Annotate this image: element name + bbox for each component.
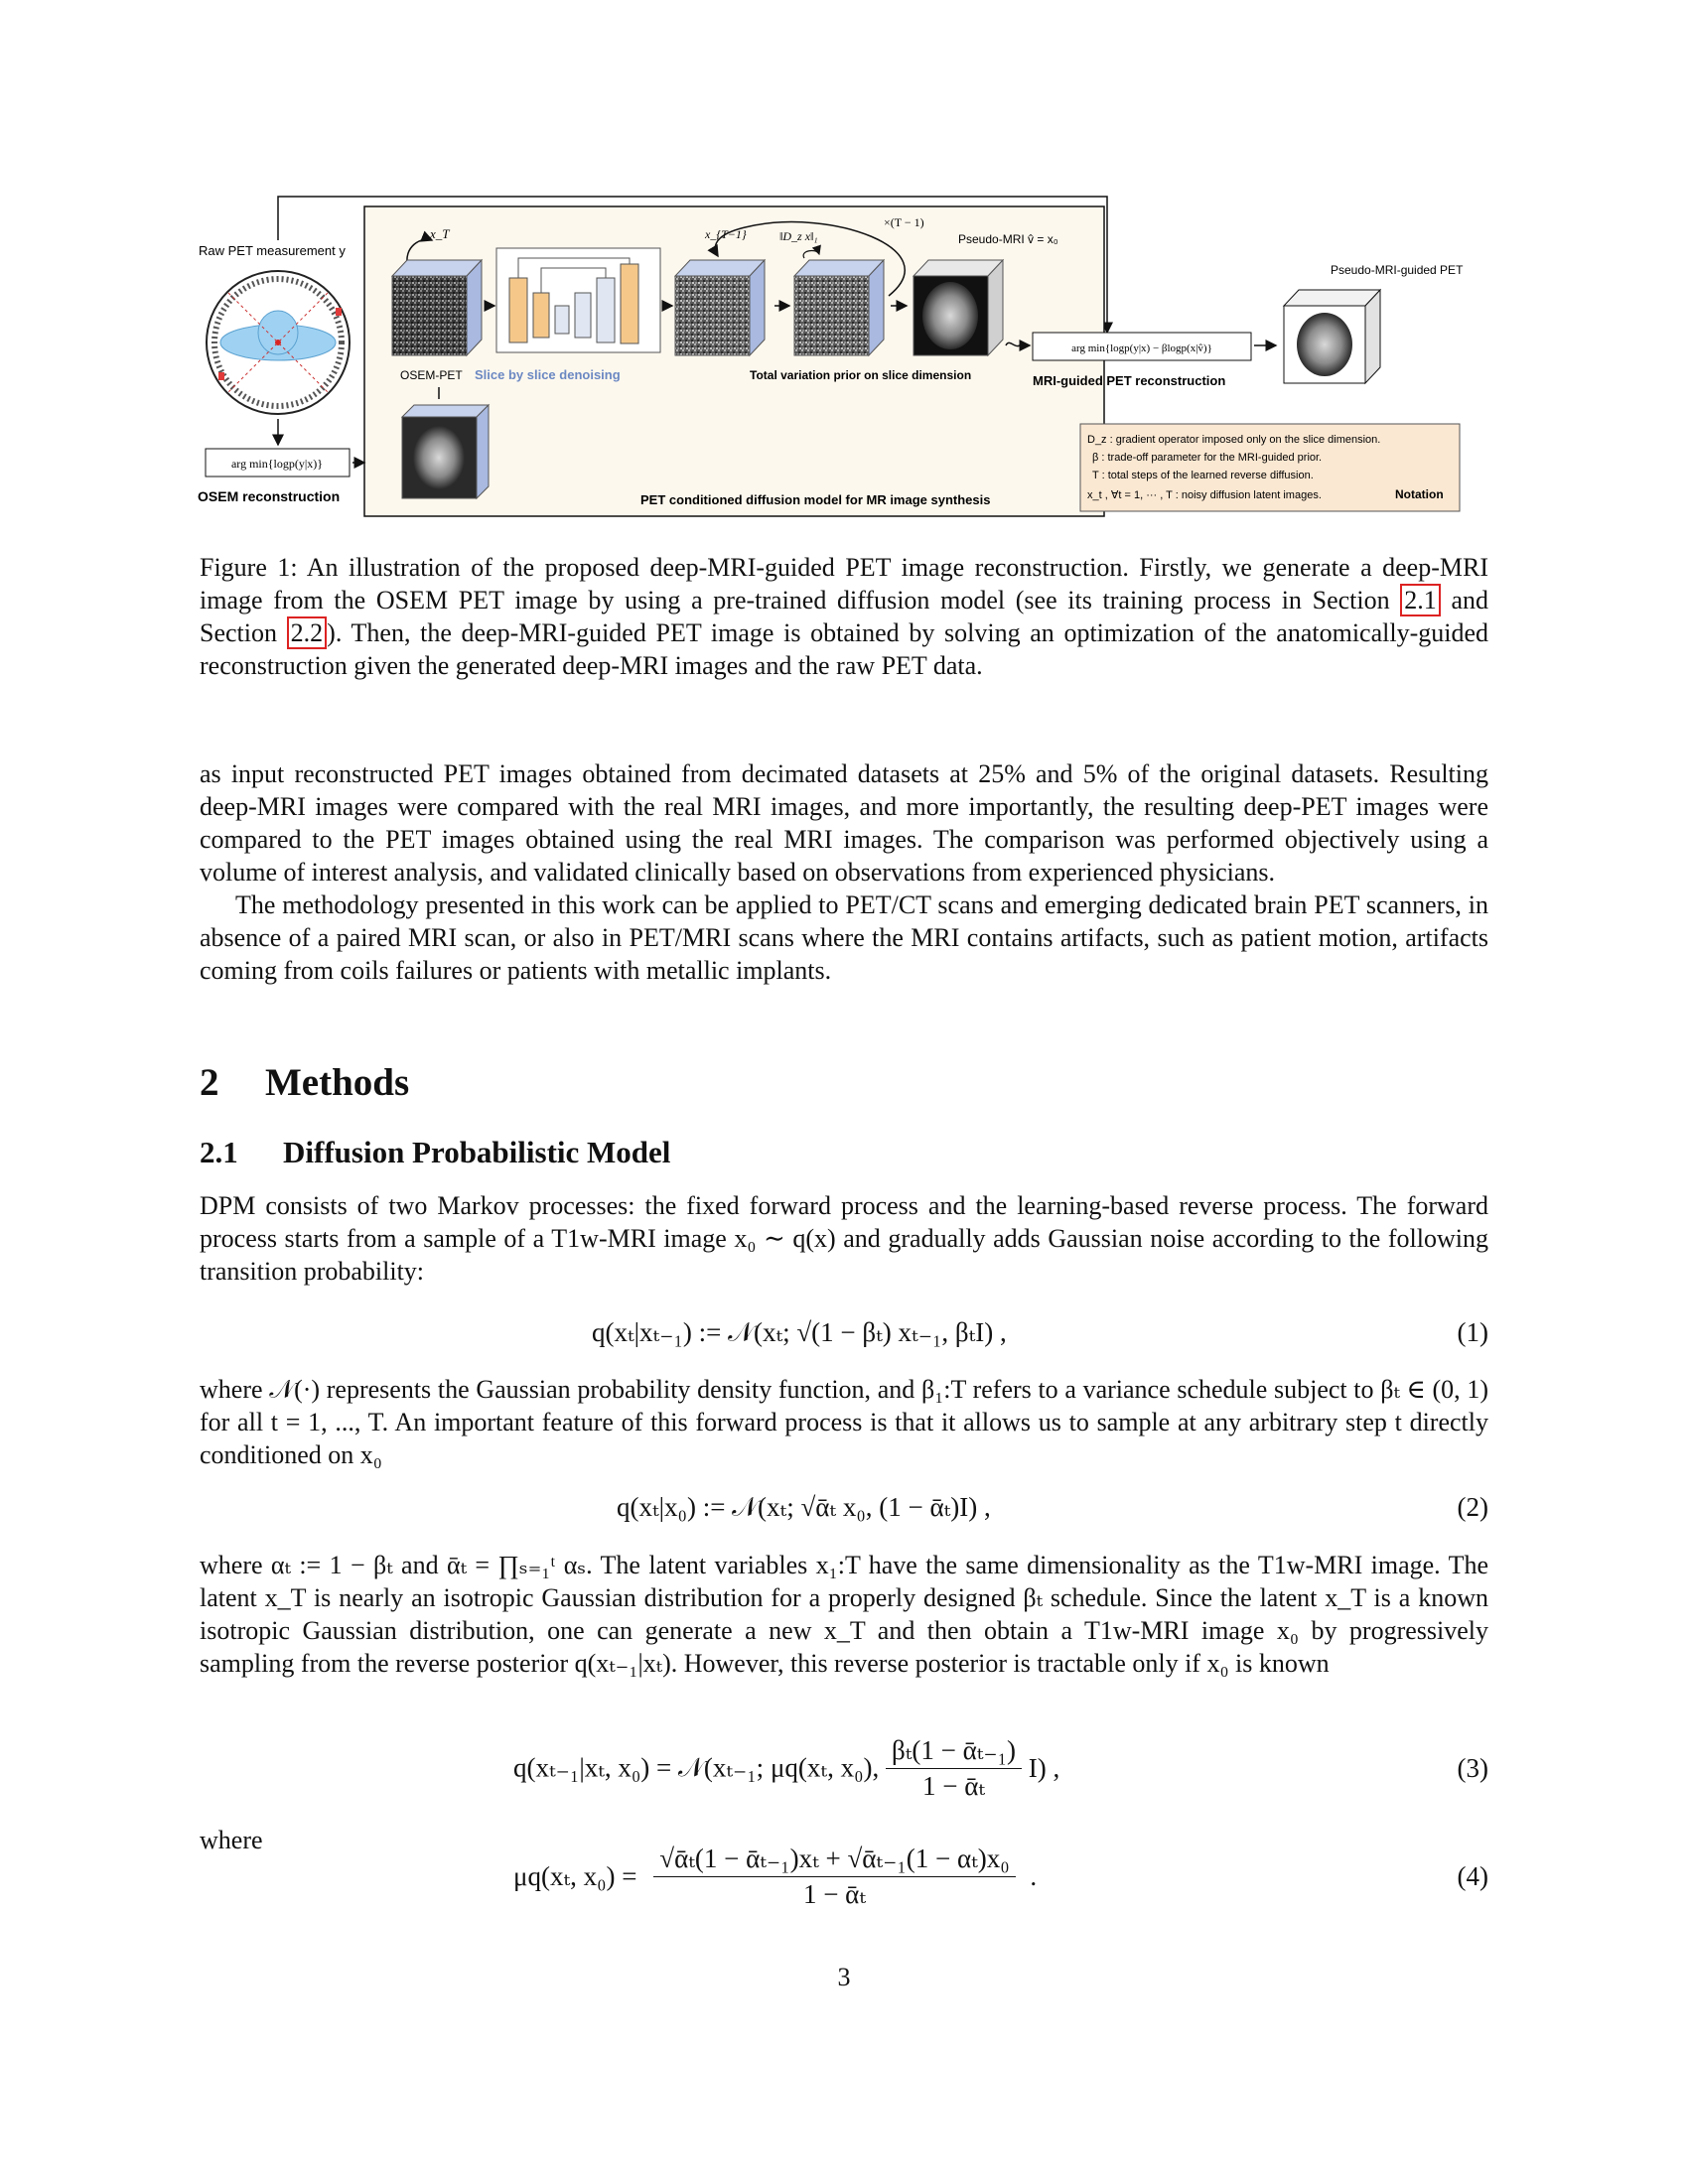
ref-section-2-1[interactable]: 2.1 xyxy=(1400,584,1441,616)
x-T-label: x_T xyxy=(430,226,450,241)
equation-2-number: (2) xyxy=(1457,1492,1488,1522)
equation-3-body xyxy=(513,1735,1059,1802)
equation-4-rhs: . xyxy=(1030,1861,1038,1891)
tv-norm-label: ‖D_z x‖₁ xyxy=(779,229,818,243)
pet-scanner-icon xyxy=(207,271,350,414)
caption-text: ). Then, the deep-MRI-guided PET image is obtained by solving an optimization of the anatomically-guided reconstruction given the generated deep-MRI images and the raw PET data. xyxy=(200,618,1489,680)
equation-3 xyxy=(200,1735,1488,1815)
equation-1 xyxy=(200,1317,1488,1377)
osem-formula: arg min{logp(y|x)} xyxy=(230,457,324,471)
subsection-number: 2.1 xyxy=(200,1135,238,1169)
osem-pet-volume xyxy=(402,405,489,498)
notation-title: Notation xyxy=(1395,487,1444,501)
output-pet-volume xyxy=(1284,290,1380,383)
dpm-paragraph-1: DPM consists of two Markov processes: the fixed forward process and the learning-based reverse process. The forward process starts from a sample of a T1w-MRI image x₀ ∼ q(x) and gradually adds Gaussian noise according to the following transition probability: xyxy=(200,1191,1488,1286)
subsection-heading xyxy=(200,1135,670,1170)
diffusion-label: PET conditioned diffusion model for MR image synthesis xyxy=(640,492,991,507)
mri-guided-formula: arg min{logp(y|x) − βlogp(x|v̂)} xyxy=(1071,342,1212,354)
equation-2-body: q(xₜ|x₀) := 𝒩(xₜ; √ᾱₜ x₀, (1 − ᾱₜ)I) , xyxy=(617,1492,991,1522)
pseudo-mri-volume xyxy=(914,260,1003,355)
notation-line-1: D_z : gradient operator imposed only on the slice dimension. xyxy=(1087,434,1381,446)
caption-text: Figure 1: An illustration of the proposed deep-MRI-guided PET image reconstruction. Firstly, we generate a deep-MRI image from the OSEM PET image by using a pre-trained diffusion model (see its training process in Section xyxy=(200,553,1488,614)
subsection-title: Diffusion Probabilistic Model xyxy=(283,1135,671,1169)
equation-3-rhs: I) , xyxy=(1028,1753,1060,1783)
notation-line-4: x_t , ∀t = 1, ··· , T : noisy diffusion latent images. xyxy=(1087,489,1322,501)
output-label: Pseudo-MRI-guided PET xyxy=(1331,263,1464,277)
equation-4-fraction xyxy=(653,1843,1015,1910)
section-heading xyxy=(200,1060,409,1105)
denoise-label: Slice by slice denoising xyxy=(475,367,621,382)
where-text: where xyxy=(200,1826,263,1854)
repeat-label: ×(T − 1) xyxy=(884,215,924,229)
equation-4 xyxy=(200,1843,1488,1923)
mri-recon-label: MRI-guided PET reconstruction xyxy=(1033,373,1226,388)
equation-4-numerator: √ᾱₜ(1 − ᾱₜ₋₁)xₜ + √ᾱₜ₋₁(1 − αₜ)x₀ xyxy=(653,1843,1015,1877)
equation-4-lhs: μq(xₜ, x₀) = xyxy=(513,1861,637,1891)
equation-3-numerator: βₜ(1 − ᾱₜ₋₁) xyxy=(886,1735,1022,1769)
dpm-paragraph-3: where αₜ := 1 − βₜ and ᾱₜ = ∏ₛ₌₁ᵗ αₛ. The latent variables x₁:T have the same dimensionality as the T1w-MRI image. The latent x_T is nearly an isotropic Gaussian distribution for a properly designed βₜ schedule. Since the latent x_T is a known isotropic Gaussian distribution, one can generate a new x_T and then obtain a T1w-MRI image x₀ by progressively sampling from the reverse posterior q(xₜ₋₁|xₜ). However, this reverse posterior is tractable only if x₀ is known xyxy=(200,1551,1488,1678)
figure-1 xyxy=(194,189,1494,526)
notation-line-3: T : total steps of the learned reverse diffusion. xyxy=(1092,470,1314,481)
pseudo-mri-label: Pseudo-MRI v̂ = x₀ xyxy=(958,232,1058,246)
intro-paragraph-2: The methodology presented in this work can be applied to PET/CT scans and emerging dedicated brain PET scanners, in absence of a paired MRI scan, or also in PET/MRI scans where the MRI contains artifacts, such as patient motion, artifacts coming from coils failures or patients with metallic implants. xyxy=(200,890,1488,985)
osem-label: OSEM reconstruction xyxy=(198,488,341,504)
equation-3-lhs: q(xₜ₋₁|xₜ, x₀) = 𝒩(xₜ₋₁; μq(xₜ, x₀), xyxy=(513,1752,880,1783)
equation-1-body: q(xₜ|xₜ₋₁) := 𝒩(xₜ; √(1 − βₜ) xₜ₋₁, βₜI) , xyxy=(592,1317,1007,1347)
noise-volume-xT xyxy=(392,260,482,355)
dpm-paragraph-2: where 𝒩(·) represents the Gaussian probability density function, and β₁:T refers to a variance schedule subject to βₜ ∈ (0, 1) for all t = 1, ..., T. An important feature of this forward process is that it allows us to sample at any arbitrary step t directly conditioned on x₀ xyxy=(200,1375,1488,1469)
raw-pet-label: Raw PET measurement y xyxy=(199,243,346,258)
tv-label: Total variation prior on slice dimension xyxy=(750,368,972,382)
equation-1-number: (1) xyxy=(1457,1317,1488,1347)
noise-volume-xT1 xyxy=(675,260,765,355)
page-number: 3 xyxy=(837,1963,851,1991)
caption-text: and Section xyxy=(200,586,1488,647)
equation-4-body xyxy=(513,1843,1037,1910)
x-T1-label: x_{T−1} xyxy=(705,227,747,241)
equation-4-number: (4) xyxy=(1457,1861,1488,1891)
equation-3-denominator: 1 − ᾱₜ xyxy=(921,1771,986,1801)
equation-3-number: (3) xyxy=(1457,1753,1488,1783)
section-title: Methods xyxy=(265,1061,410,1104)
intro-paragraph-1: as input reconstructed PET images obtained from decimated datasets at 25% and 5% of the original datasets. Resulting deep-MRI images were compared with the real MRI images, and more importantly, the resulting deep-PET images were compared to the PET images obtained using the real MRI images. The comparison was performed objectively using a volume of interest analysis, and validated clinically based on observations from experienced physicians. xyxy=(200,759,1488,887)
noise-volume-tv xyxy=(794,260,884,355)
equation-2 xyxy=(200,1492,1488,1552)
equation-4-denominator: 1 − ᾱₜ xyxy=(802,1879,866,1909)
figure-caption xyxy=(200,551,1488,682)
equation-3-fraction xyxy=(886,1735,1022,1802)
notation-line-2: β : trade-off parameter for the MRI-guided prior. xyxy=(1092,452,1323,464)
osem-pet-label: OSEM-PET xyxy=(400,368,463,382)
section-number: 2 xyxy=(200,1061,219,1104)
ref-section-2-2[interactable]: 2.2 xyxy=(287,616,328,649)
